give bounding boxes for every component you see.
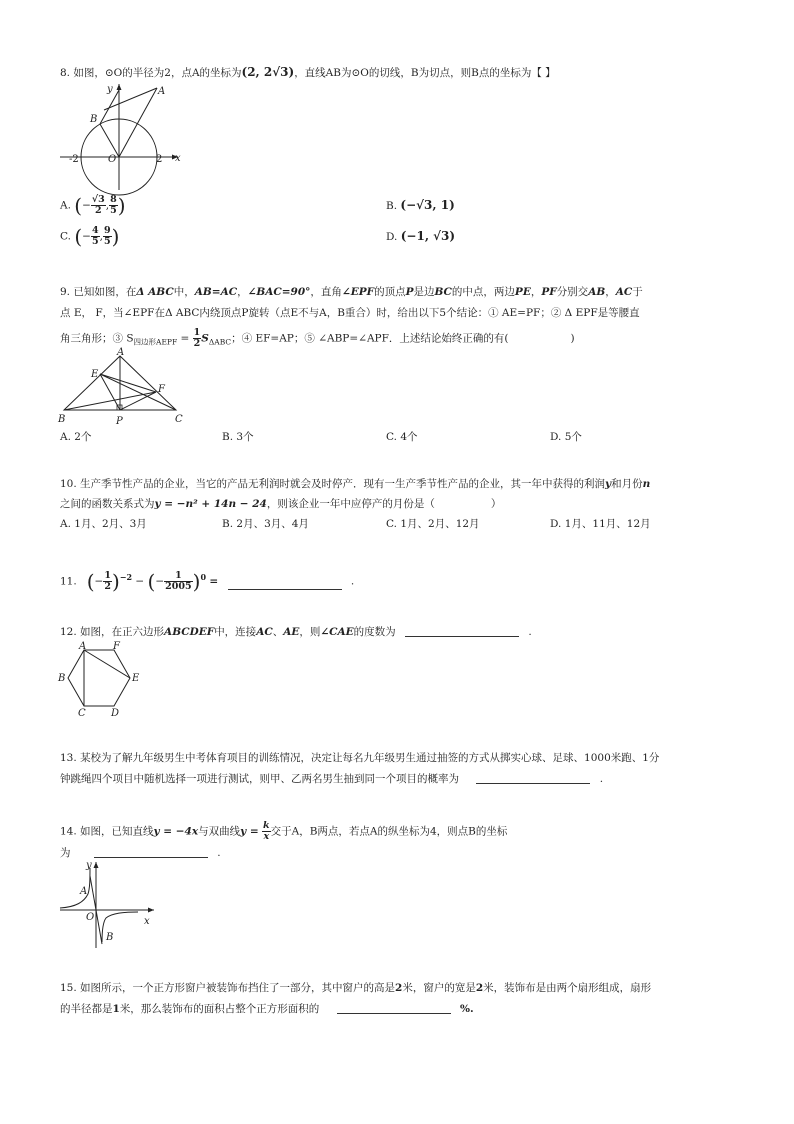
q13-line-1: 13. 某校为了解九年级男生中考体育项目的训练情况，决定让每名九年级男生通过抽签的方式从掷实心球、足球、1000米跑、1分 xyxy=(60,752,660,764)
svg-text:O: O xyxy=(86,912,95,923)
svg-text:x: x xyxy=(144,916,150,927)
q14-answer-blank[interactable] xyxy=(94,856,208,858)
q8-point-a: (2, 2√3) xyxy=(241,65,295,79)
q10-option-b[interactable]: B. 2月、3月、4月 xyxy=(222,518,309,530)
svg-text:A: A xyxy=(79,641,87,652)
q10-option-a[interactable]: A. 1月、2月、3月 xyxy=(60,518,147,530)
q9-fig-b: B xyxy=(58,414,66,425)
q15-line-2: 的半径都是1米，那么装饰布的面积占整个正方形面积的 %. xyxy=(60,1003,474,1015)
q9-fig-c: C xyxy=(175,414,183,425)
svg-text:E: E xyxy=(132,673,140,684)
q13-answer-blank[interactable] xyxy=(476,782,590,784)
q9-option-d[interactable]: D. 5个 xyxy=(550,431,582,443)
q8-fig-b: B xyxy=(90,114,98,125)
svg-text:B: B xyxy=(58,673,66,684)
q14-line-1: 14. 如图，已知直线y = −4x与双曲线y = $\frac{k}{x}$ 交于A，B两点，若点A的纵坐标为4，则点B的坐标 xyxy=(60,820,508,842)
q15-answer-blank[interactable] xyxy=(337,1012,451,1014)
q9-fig-f: F xyxy=(158,384,165,395)
q8-stem-a: 8. 如图，⊙O的半径为2，点A的坐标为 xyxy=(60,67,242,79)
q8-fig-a: A xyxy=(158,86,166,97)
q8-fig-2: 2 xyxy=(156,154,163,165)
svg-text:C: C xyxy=(78,708,86,719)
q9-fig-e: E xyxy=(91,369,99,380)
q8-stem-b: ，直线AB为⊙O的切线，B为切点，则B点的坐标为【 】 xyxy=(294,67,556,79)
q8-figure xyxy=(60,80,190,195)
q9-fig-p: P xyxy=(116,416,123,427)
q14-line-2: 为 . xyxy=(60,847,221,859)
q10-option-d[interactable]: D. 1月、11月、12月 xyxy=(550,518,651,530)
q11-expression: 11. (− $\frac{1}{2}$ )$^{-2}$ − (− $\frac{1}{2005}$ )$^0$ = . xyxy=(60,569,355,594)
svg-text:B: B xyxy=(106,932,114,943)
q8-option-a[interactable]: A. (− $\frac{√3}{2}$ , $\frac{8}{5}$ ) xyxy=(60,193,126,218)
q12-figure xyxy=(56,640,146,720)
q10-line-1: 10. 生产季节性产品的企业，当它的产品无利润时就会及时停产．现有一生产季节性产品的企业，其一年中获得的利润y和月份n xyxy=(60,478,651,490)
q8-fig-x: x xyxy=(175,153,181,164)
q8-fig-neg2: -2 xyxy=(69,154,79,165)
q10-option-c[interactable]: C. 1月、2月、12月 xyxy=(386,518,480,530)
q9-line-3: 角三角形；③ $S_{四边形AEPF}$ = $\frac{1}{2}$ $S_{\Delta ABC}$；④ EF=AP；⑤ ∠ABP=∠APF．上述结论始终正确的有( ) xyxy=(60,327,575,349)
q11-answer-blank[interactable] xyxy=(228,588,342,590)
q8-option-b[interactable]: B. (−√3, 1) xyxy=(386,198,455,212)
svg-text:F: F xyxy=(113,641,120,652)
q8-option-c[interactable]: C. (− $\frac{4}{5}$ , $\frac{9}{5}$ ) xyxy=(60,224,120,249)
q9-line-1: 9. 已知如图，在Δ ABC中，AB=AC，∠BAC=90°，直角∠EPF的顶点P是边BC的中点，两边PE，PF分别交AB，AC于 xyxy=(60,286,643,298)
q9-line-2: 点 E， F，当∠EPF在Δ ABC内绕顶点P旋转（点E不与A，B重合）时，给出以下5个结论：① AE=PF；② Δ EPF是等腰直 xyxy=(60,307,640,319)
q15-line-1: 15. 如图所示，一个正方形窗户被装饰布挡住了一部分，其中窗户的高是2米，窗户的宽是2米，装饰布是由两个扇形组成，扇形 xyxy=(60,982,652,994)
svg-text:y: y xyxy=(86,860,92,871)
q9-option-c[interactable]: C. 4个 xyxy=(386,431,418,443)
svg-text:D: D xyxy=(111,708,120,719)
q9-option-a[interactable]: A. 2个 xyxy=(60,431,92,443)
q14-figure xyxy=(58,860,158,950)
q13-line-2: 钟跳绳四个项目中随机选择一项进行测试，则甲、乙两名男生抽到同一个项目的概率为 . xyxy=(60,773,604,785)
q8-fig-y: y xyxy=(107,84,113,95)
q9-figure xyxy=(58,348,188,428)
q8-fig-o: O xyxy=(108,154,117,165)
q8-option-d[interactable]: D. (−1, √3) xyxy=(386,229,456,243)
q9-fig-a: A xyxy=(117,347,125,358)
q9-option-b[interactable]: B. 3个 xyxy=(222,431,254,443)
svg-text:A: A xyxy=(80,886,88,897)
q12-stem: 12. 如图，在正六边形ABCDEF中，连接AC、AE，则∠CAE的度数为 . xyxy=(60,626,532,638)
q8-stem xyxy=(60,65,556,80)
q12-answer-blank[interactable] xyxy=(405,635,519,637)
q10-line-2: 之间的函数关系式为y = −n² + 14n − 24，则该企业一年中应停产的月份是（ ） xyxy=(60,498,502,510)
